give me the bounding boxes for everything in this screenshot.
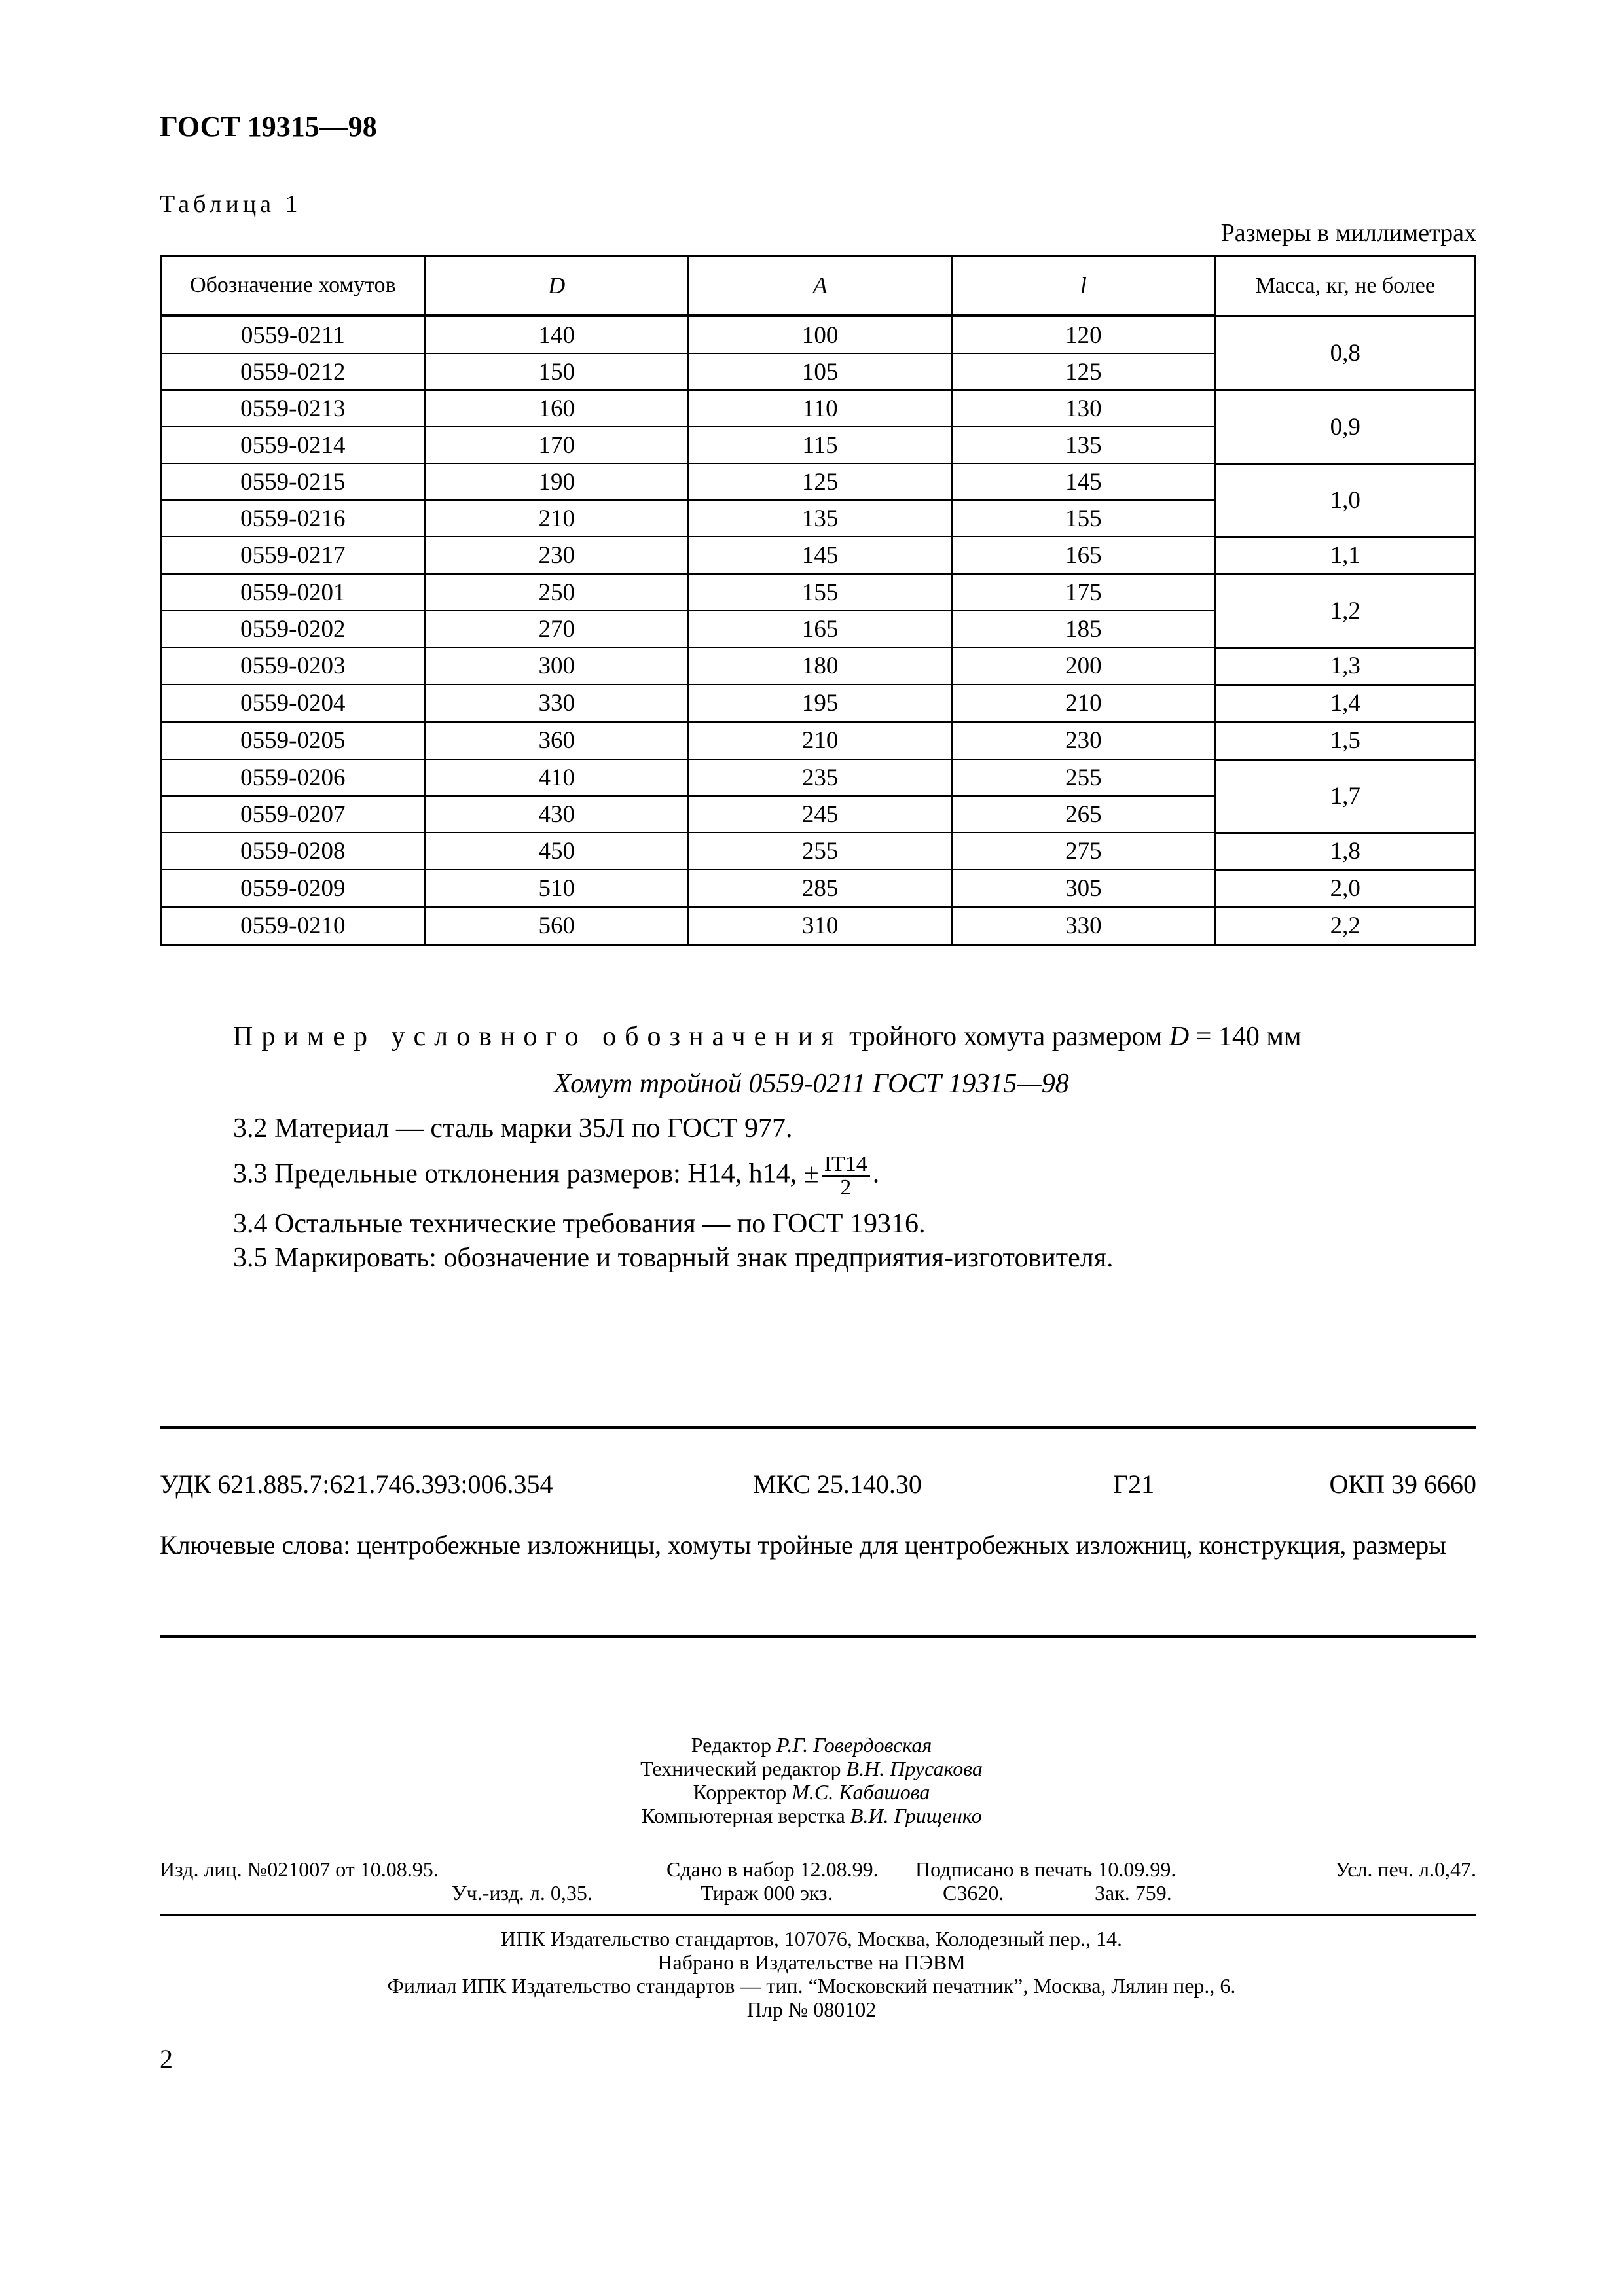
table-cell: 150 [425, 353, 688, 390]
table-cell: 210 [425, 500, 688, 537]
imprint [0, 1927, 1623, 2021]
table-row [161, 463, 1476, 500]
credits [0, 1733, 1623, 1827]
table-cell: 285 [688, 870, 951, 907]
table-row [161, 574, 1476, 611]
table-cell: 0559-0209 [161, 870, 426, 907]
paragraph-3-4: 3.4 Остальные технические требования — по ГОСТ 19316. [233, 1209, 926, 1239]
table-cell: 0559-0210 [161, 907, 426, 944]
example-spaced: Пример условного обозначения [233, 1022, 843, 1052]
table-cell: 0559-0201 [161, 574, 426, 611]
table-cell: 190 [425, 463, 688, 500]
table-cell: 360 [425, 722, 688, 759]
table-units: Размеры в миллиметрах [1220, 219, 1476, 247]
table-cell: 0559-0207 [161, 796, 426, 833]
udk-code: УДК 621.885.7:621.746.393:006.354 [160, 1469, 553, 1499]
table-cell: 0559-0217 [161, 537, 426, 574]
table-cell: 0559-0212 [161, 353, 426, 390]
divider-bottom [160, 1635, 1476, 1638]
keywords: Ключевые слова: центробежные изложницы, хомуты тройные для центробежных изложниц, конструкция, размеры [160, 1530, 1447, 1560]
table-cell: 155 [952, 500, 1215, 537]
table-cell: 235 [688, 759, 951, 796]
publisher-sheets: Уч.-изд. л. 0,35. [452, 1881, 593, 1905]
imprint-line: Набрано в Издательстве на ПЭВМ [657, 1950, 966, 1974]
table-cell: 0559-0208 [161, 833, 426, 870]
table-caption: Таблица 1 [160, 190, 302, 218]
table-cell: 305 [952, 870, 1215, 907]
mass-cell: 2,0 [1215, 870, 1475, 907]
table-cell: 310 [688, 907, 951, 944]
table-cell: 115 [688, 427, 951, 463]
credit-role: Технический редактор [640, 1757, 847, 1780]
table-cell: 270 [425, 611, 688, 647]
table-row [161, 722, 1476, 759]
fraction [822, 1153, 870, 1199]
table-cell: 195 [688, 685, 951, 722]
divider-imprint [160, 1914, 1476, 1916]
table-cell: 0559-0211 [161, 315, 426, 353]
table-cell: 185 [952, 611, 1215, 647]
print-signed-date: Подписано в печать 10.09.99. [915, 1857, 1176, 1881]
table-cell: 175 [952, 574, 1215, 611]
table-cell: 110 [688, 390, 951, 427]
credit-person: М.С. Кабашова [792, 1780, 930, 1804]
page-number: 2 [160, 2044, 173, 2073]
typeset-date: Сдано в набор 12.08.99. [666, 1857, 879, 1881]
example-suffix: = 140 мм [1189, 1022, 1302, 1052]
table-cell: 180 [688, 647, 951, 685]
table-cell: 100 [688, 315, 951, 353]
table-cell: 0559-0203 [161, 647, 426, 685]
table-cell: 105 [688, 353, 951, 390]
table-cell: 210 [952, 685, 1215, 722]
credit-line [0, 1780, 1623, 1804]
imprint-line: Филиал ИПК Издательство стандартов — тип. “Московский печатник”, Москва, Лялин пер., 6. [387, 1974, 1236, 1998]
table-cell: 135 [952, 427, 1215, 463]
header-l: l [952, 257, 1215, 316]
table-cell: 230 [952, 722, 1215, 759]
mks-code: МКС 25.140.30 [753, 1469, 922, 1499]
table-row [161, 647, 1476, 685]
table-cell: 0559-0206 [161, 759, 426, 796]
table-cell: 265 [952, 796, 1215, 833]
mass-cell: 0,8 [1215, 315, 1475, 390]
credit-role: Корректор [693, 1780, 792, 1804]
example-var: D [1169, 1022, 1190, 1052]
mass-cell: 1,0 [1215, 463, 1475, 537]
header-d: D [425, 257, 688, 316]
table-cell: 0559-0214 [161, 427, 426, 463]
credit-line [0, 1733, 1623, 1757]
table-row [161, 870, 1476, 907]
table-cell: 255 [688, 833, 951, 870]
table-cell: 0559-0215 [161, 463, 426, 500]
divider-top [160, 1426, 1476, 1429]
publisher-license: Изд. лиц. №021007 от 10.08.95. [160, 1857, 439, 1881]
table-cell: 155 [688, 574, 951, 611]
paragraph-3-5: 3.5 Маркировать: обозначение и товарный знак предприятия-изготовителя. [233, 1243, 1114, 1273]
table-cell: 0559-0204 [161, 685, 426, 722]
credit-role: Редактор [691, 1733, 777, 1757]
document-number: ГОСТ 19315—98 [160, 111, 377, 143]
table-cell: 210 [688, 722, 951, 759]
order-code: С3620. [943, 1881, 1004, 1905]
table-header-row [161, 257, 1476, 316]
table-cell: 120 [952, 315, 1215, 353]
table-cell: 250 [425, 574, 688, 611]
table-cell: 165 [952, 537, 1215, 574]
table-cell: 0559-0202 [161, 611, 426, 647]
print-run: Тираж 000 экз. [701, 1881, 833, 1905]
table-row [161, 685, 1476, 722]
mass-cell: 1,3 [1215, 647, 1475, 685]
example-line [233, 1021, 1302, 1052]
p33-prefix: 3.3 Предельные отклонения размеров: Н14, h14, ± [233, 1158, 819, 1189]
table-cell: 330 [425, 685, 688, 722]
mass-cell: 1,4 [1215, 685, 1475, 722]
table-cell: 245 [688, 796, 951, 833]
table-cell: 170 [425, 427, 688, 463]
table-cell: 160 [425, 390, 688, 427]
table-cell: 145 [952, 463, 1215, 500]
header-mass: Масса, кг, не более [1215, 257, 1475, 316]
table-cell: 0559-0205 [161, 722, 426, 759]
table-cell: 130 [952, 390, 1215, 427]
table-row [161, 315, 1476, 353]
table-cell: 125 [952, 353, 1215, 390]
credit-line [0, 1804, 1623, 1827]
table-row [161, 907, 1476, 944]
paragraph-3-2: 3.2 Материал — сталь марки 35Л по ГОСТ 977. [233, 1113, 793, 1143]
table-cell: 450 [425, 833, 688, 870]
table-cell: 135 [688, 500, 951, 537]
g-code: Г21 [1113, 1469, 1155, 1499]
credit-role: Компьютерная верстка [641, 1804, 850, 1827]
table-cell: 165 [688, 611, 951, 647]
mass-cell: 1,1 [1215, 537, 1475, 574]
dimensions-table [160, 255, 1476, 946]
table-cell: 140 [425, 315, 688, 353]
mass-cell: 1,8 [1215, 833, 1475, 870]
header-a: A [688, 257, 951, 316]
mass-cell: 0,9 [1215, 390, 1475, 463]
fraction-numerator: IT14 [822, 1153, 870, 1177]
mass-cell: 2,2 [1215, 907, 1475, 944]
table-cell: 0559-0216 [161, 500, 426, 537]
table-row [161, 390, 1476, 427]
table-row [161, 759, 1476, 796]
order-number: Зак. 759. [1095, 1881, 1172, 1905]
example-prefix: тройного хомута размером [842, 1022, 1169, 1052]
p33-suffix: . [872, 1158, 880, 1189]
table-row [161, 833, 1476, 870]
imprint-line: ИПК Издательство стандартов, 107076, Москва, Колодезный пер., 14. [501, 1927, 1122, 1950]
mass-cell: 1,2 [1215, 574, 1475, 647]
table-cell: 410 [425, 759, 688, 796]
imprint-line: Плр № 080102 [746, 1998, 877, 2021]
table-cell: 200 [952, 647, 1215, 685]
mass-cell: 1,7 [1215, 759, 1475, 833]
table-cell: 125 [688, 463, 951, 500]
table-cell: 230 [425, 537, 688, 574]
table-cell: 145 [688, 537, 951, 574]
credit-line [0, 1757, 1623, 1780]
print-sheets: Усл. печ. л.0,47. [1335, 1857, 1476, 1881]
example-designation: Хомут тройной 0559-0211 ГОСТ 19315—98 [554, 1069, 1069, 1099]
table-cell: 560 [425, 907, 688, 944]
table-cell: 255 [952, 759, 1215, 796]
table-cell: 510 [425, 870, 688, 907]
table-cell: 275 [952, 833, 1215, 870]
table-cell: 300 [425, 647, 688, 685]
credit-person: В.И. Грищенко [850, 1804, 982, 1827]
table-cell: 430 [425, 796, 688, 833]
table-cell: 330 [952, 907, 1215, 944]
table-cell: 0559-0213 [161, 390, 426, 427]
okp-code: ОКП 39 6660 [1329, 1469, 1476, 1499]
credit-person: В.Н. Прусакова [846, 1757, 983, 1780]
credit-person: Р.Г. Говердовская [776, 1733, 932, 1757]
table-row [161, 537, 1476, 574]
mass-cell: 1,5 [1215, 722, 1475, 759]
table-body [161, 315, 1476, 944]
fraction-denominator: 2 [840, 1175, 852, 1200]
paragraph-3-3 [233, 1153, 879, 1199]
header-designation: Обозначение хомутов [161, 257, 426, 316]
